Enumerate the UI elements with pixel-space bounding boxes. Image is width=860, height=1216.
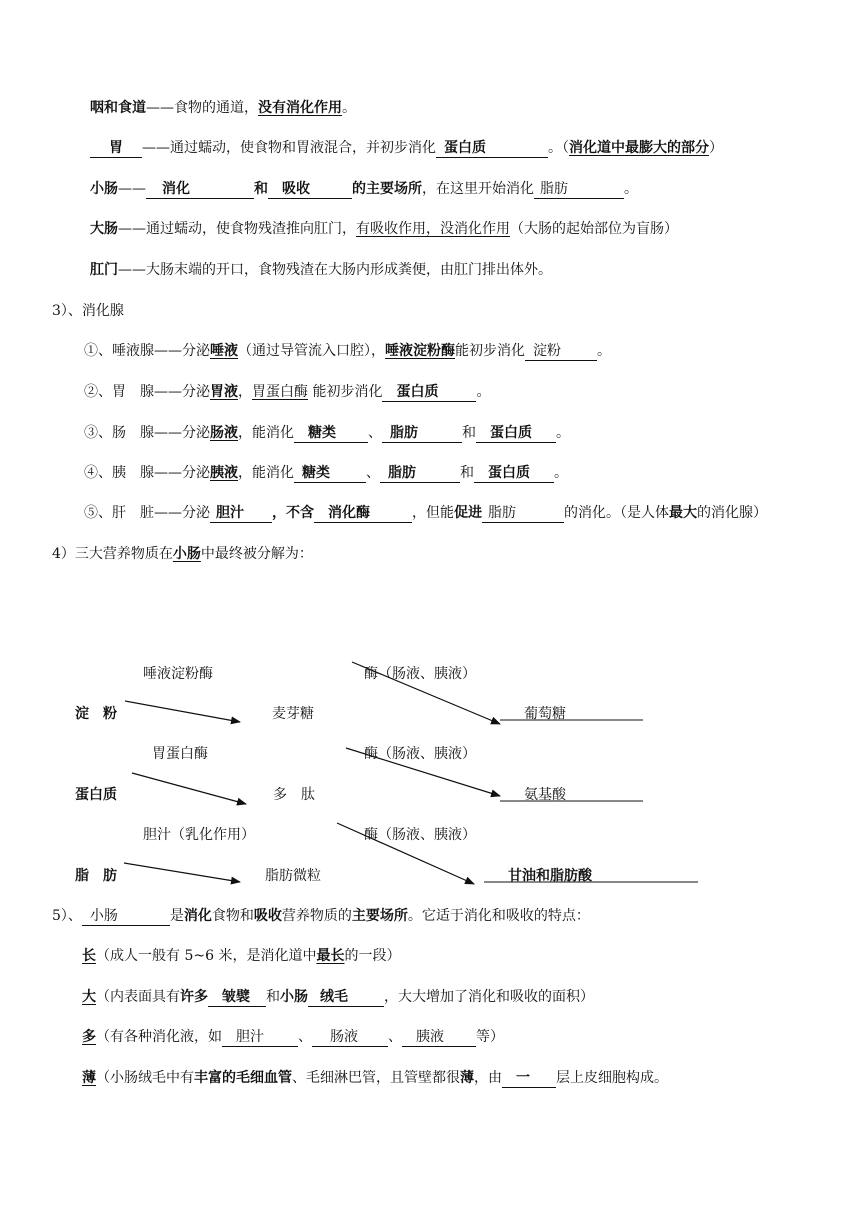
product-maltose: 麦芽糖	[272, 706, 314, 722]
organ-throat: 咽和食道——食物的通道，没有消化作用。	[90, 100, 356, 116]
answer-blank: 淀粉	[525, 343, 597, 361]
organ-name: 肛门	[90, 262, 118, 278]
organ-name: 胃	[90, 140, 142, 158]
section-3-title: 3）、消化腺	[52, 303, 124, 319]
answer-blank: 小肠	[82, 908, 170, 926]
feature-long: 长（成人一般有 5~6 米，是消化道中最长的一段）	[82, 948, 401, 964]
feature-thin: 薄（小肠绒毛中有丰富的毛细血管、毛细淋巴管，且管壁都很薄，由 一 层上皮细胞构成。	[82, 1070, 668, 1086]
organ-anus: 肛门——大肠末端的开口，食物残渣在大肠内形成粪便，由肛门排出体外。	[90, 262, 552, 278]
product-fat-particles: 脂肪微粒	[265, 868, 321, 884]
enzyme-amylase: 唾液淀粉酶	[143, 666, 213, 682]
organ-name: 大肠	[90, 221, 118, 237]
nutrient-fat: 脂 肪	[75, 868, 117, 884]
answer-blank: 蛋白质	[476, 425, 556, 443]
answer-blank: 糖类	[294, 465, 366, 483]
gland-pancreas: ④、胰 腺——分泌胰液，能消化 糖类 、 脂肪 和 蛋白质 。	[84, 465, 568, 481]
enzyme-pepsin: 胃蛋白酶	[152, 746, 208, 762]
feature-many: 多（有各种消化液，如 胆汁 、 肠液 、 胰液 等）	[82, 1029, 504, 1045]
gland-intestinal: ③、肠 腺——分泌肠液，能消化 糖类 、 脂肪 和 蛋白质 。	[84, 425, 570, 441]
answer-blank: 胆汁	[210, 505, 272, 523]
product-glucose: 葡萄糖	[524, 706, 566, 722]
product-amino-acid: 氨基酸	[524, 787, 566, 803]
answer-blank: 糖类	[294, 425, 368, 443]
organ-small-intestine: 小肠—— 消化 和 吸收 的主要场所，在这里开始消化 脂肪 。	[90, 181, 638, 197]
section-4-title: 4）三大营养物质在小肠中最终被分解为：	[52, 546, 313, 562]
enzyme-intestinal-3: 酶（肠液、胰液）	[364, 827, 476, 843]
nutrient-protein: 蛋白质	[75, 787, 117, 803]
organ-name: 小肠	[90, 181, 118, 197]
answer-blank: 脂肪	[382, 425, 462, 443]
product-glycerol-fatty-acid: 甘油和脂肪酸	[508, 868, 592, 884]
answer-blank: 胆汁	[222, 1029, 298, 1047]
organ-note: 消化道中最膨大的部分	[569, 140, 709, 156]
arrow-protein-peptide	[132, 773, 246, 804]
arrow-fat-particles	[124, 863, 240, 882]
answer-blank: 消化	[146, 181, 254, 199]
answer-blank: 胰液	[402, 1029, 476, 1047]
organ-stomach: 胃 ——通过蠕动，使食物和胃液混合，并初步消化 蛋白质 。（消化道中最膨大的部分）	[90, 138, 723, 158]
section-5-title: 5）、 小肠 是消化食物和吸收营养物质的主要场所。它适于消化和吸收的特点：	[52, 908, 590, 924]
organ-note: 没有消化作用	[258, 100, 342, 116]
answer-blank: 肠液	[312, 1029, 388, 1047]
answer-blank: 一	[502, 1070, 556, 1088]
enzyme-intestinal-1: 酶（肠液、胰液）	[364, 666, 476, 682]
answer-blank: 蛋白质	[436, 140, 548, 158]
answer-blank: 吸收	[268, 181, 352, 199]
enzyme-intestinal-2: 酶（肠液、胰液）	[364, 746, 476, 762]
arrow-starch-maltose	[125, 701, 240, 722]
answer-blank: 脂肪	[380, 465, 460, 483]
answer-blank: 蛋白质	[474, 465, 554, 483]
answer-blank: 皱襞	[208, 989, 266, 1007]
answer-blank: 绒毛	[308, 989, 384, 1007]
gland-gastric: ②、胃 腺——分泌胃液，胃蛋白酶 能初步消化 蛋白质 。	[84, 384, 491, 400]
bile-emulsification: 胆汁（乳化作用）	[143, 827, 255, 843]
organ-large-intestine: 大肠——通过蠕动，使食物残渣推向肛门，有吸收作用，没消化作用（大肠的起始部位为盲肠）	[90, 221, 678, 237]
nutrient-starch: 淀 粉	[75, 706, 117, 722]
feature-large: 大（内表面具有许多 皱襞 和小肠 绒毛 ，大大增加了消化和吸收的面积）	[82, 989, 594, 1005]
answer-blank: 消化酶	[314, 505, 412, 523]
gland-salivary: ①、唾液腺——分泌唾液（通过导管流入口腔），唾液淀粉酶能初步消化 淀粉 。	[84, 343, 611, 359]
answer-blank: 蛋白质	[382, 384, 476, 402]
answer-blank: 脂肪	[482, 505, 564, 523]
organ-name: 咽和食道	[90, 100, 146, 116]
answer-blank: 脂肪	[534, 181, 624, 199]
gland-liver: ⑤、肝 脏——分泌 胆汁 ，不含 消化酶 ，但能促进 脂肪 的消化。（是人体最大的消化腺）	[84, 505, 767, 521]
product-peptide: 多 肽	[273, 787, 315, 803]
organ-note: 有吸收作用，没消化作用	[356, 221, 510, 237]
